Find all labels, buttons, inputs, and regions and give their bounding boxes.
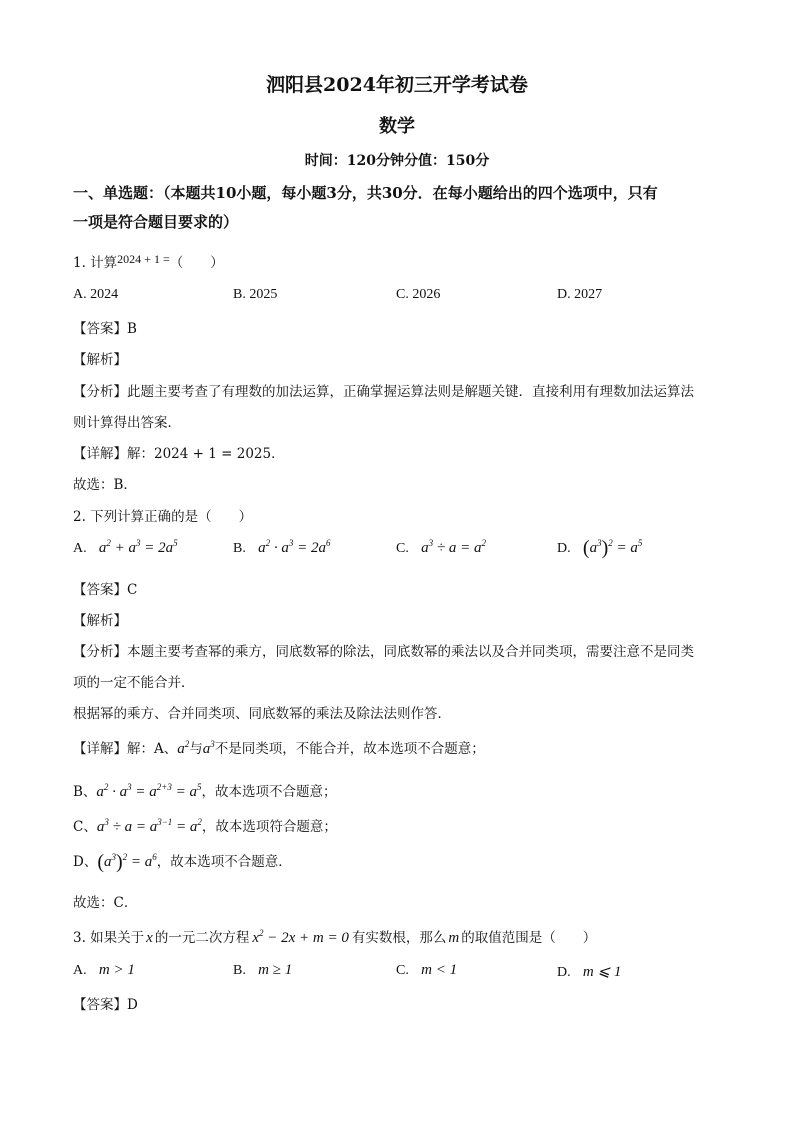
q2-option-a <box>73 540 178 557</box>
question-1-stem <box>73 251 224 271</box>
time-score-line: 时间：120分钟分值：150分 <box>304 153 490 169</box>
q1-paren: （ ） <box>169 255 224 271</box>
q3-stem-part1: 3. 如果关于 <box>73 930 145 946</box>
q2-option-d-formula: $(a^3)^2 = a^5$ <box>582 537 643 559</box>
q3-var-x: x <box>146 930 153 946</box>
q2-option-b-label: B. <box>233 541 246 556</box>
q1-expression: 2024 + 1 = <box>117 252 170 266</box>
q2-detail-c-formula: $a^3 \div a = a^{3-1} = a^2$ <box>96 817 202 835</box>
q2-detail-d <box>73 850 292 874</box>
q2-analysis-line1: 【分析】本题主要考查幂的乘方，同底数幂的除法，同底数幂的乘法以及合并同类项，需要注意不是同类 <box>73 644 694 660</box>
q1-option-a: A. 2024 <box>73 287 119 302</box>
q3-option-c-label: C. <box>396 963 409 978</box>
q3-option-d <box>557 962 621 981</box>
q2-option-c <box>396 540 486 557</box>
q1-answer: 【答案】B <box>73 321 137 337</box>
q2-option-c-formula: $a^3 \div a = a^2$ <box>421 538 486 556</box>
q2-detail-a-prefix: 【详解】解：A、 <box>73 741 178 757</box>
q2-detail-b <box>73 780 337 801</box>
q3-option-b-formula: m ≥ 1 <box>258 962 293 978</box>
q2-detail-c <box>73 815 337 836</box>
q3-stem-part3: 有实数根，那么 <box>351 930 447 946</box>
q3-option-c <box>396 962 457 979</box>
q2-detail-d-suffix: ，故本选项不合题意． <box>156 854 292 870</box>
q1-detail: 【详解】解：2024 + 1 = 2025． <box>73 446 285 462</box>
q2-detail-a <box>73 737 485 758</box>
q2-jiexi-label: 【解析】 <box>73 613 127 629</box>
q3-option-a-label: A. <box>73 963 87 978</box>
q1-analysis-line2: 则计算得出答案． <box>73 415 181 431</box>
q3-stem-part4: 的取值范围是（ ） <box>461 930 597 946</box>
q2-detail-b-suffix: ，故本选项不合题意； <box>201 784 337 800</box>
q1-option-c: C. 2026 <box>396 287 441 302</box>
q3-option-c-formula: m < 1 <box>421 962 458 978</box>
section-heading-line1: 一、单选题：（本题共10小题，每小题3分，共30分．在每小题给出的四个选项中，只有 <box>73 184 658 202</box>
subject-title: 数学 <box>379 116 415 137</box>
q1-jiexi-label: 【解析】 <box>73 352 127 368</box>
q1-analysis-line1: 【分析】此题主要考查了有理数的加法运算，正确掌握运算法则是解题关键．直接利用有理数加法运算法 <box>73 384 694 400</box>
section-heading-line2: 一项是符合题目要求的） <box>73 213 239 231</box>
q2-analysis-line2: 项的一定不能合并． <box>73 675 195 691</box>
q2-answer: 【答案】C <box>73 582 138 598</box>
q2-detail-b-formula: $a^2 \cdot a^3 = a^{2+3} = a^5$ <box>96 782 202 800</box>
q2-option-b-formula: $a^2 \cdot a^3 = 2a^6$ <box>258 538 331 556</box>
q2-detail-a-suffix: 不是同类项，不能合并，故本选项不合题意； <box>214 741 485 757</box>
q2-detail-c-prefix: C、 <box>73 819 97 835</box>
question-3-stem <box>73 926 596 947</box>
q2-detail-b-prefix: B、 <box>73 784 97 800</box>
q2-option-d-label: D. <box>557 541 571 556</box>
q3-option-d-label: D. <box>557 965 571 980</box>
q2-detail-d-formula: $(a^3)^2 = a^6$ <box>97 851 157 873</box>
q3-option-a <box>73 962 135 979</box>
q3-var-m: m <box>448 930 460 946</box>
q2-option-c-label: C. <box>396 541 409 556</box>
q3-option-b <box>233 962 292 979</box>
q2-detail-c-suffix: ，故本选项符合题意； <box>201 819 337 835</box>
q3-option-d-formula: m ⩽ 1 <box>582 964 622 980</box>
q3-stem-part2: 的一元二次方程 <box>154 930 250 946</box>
q3-option-b-label: B. <box>233 963 246 978</box>
q3-equation: $x^2 - 2x + m = 0$ <box>252 928 349 946</box>
q2-option-b <box>233 540 331 557</box>
q2-option-d <box>557 537 642 560</box>
q2-option-a-formula: $a^2 + a^3 = 2a^5$ <box>98 538 178 556</box>
q3-option-a-formula: m > 1 <box>98 962 135 978</box>
q1-prefix: 1. 计算 <box>73 255 118 271</box>
q2-detail-d-prefix: D、 <box>73 854 98 870</box>
q2-choice: 故选：C． <box>73 895 138 911</box>
q2-rule: 根据幂的乘方、合并同类项、同底数幂的乘法及除法法则作答． <box>73 706 451 722</box>
exam-title: 泗阳县2024年初三开学考试卷 <box>266 74 528 96</box>
q2-detail-a-term1: $a^2$ <box>177 739 190 757</box>
q1-option-d: D. 2027 <box>557 287 603 302</box>
q2-detail-a-and: 与 <box>189 741 203 757</box>
question-2-stem: 2. 下列计算正确的是（ ） <box>73 509 253 525</box>
q1-choice: 故选：B． <box>73 477 137 493</box>
q2-option-a-label: A. <box>73 541 87 556</box>
q1-option-b: B. 2025 <box>233 287 278 302</box>
q2-detail-a-term2: $a^3$ <box>202 739 215 757</box>
q3-answer: 【答案】D <box>73 997 138 1013</box>
